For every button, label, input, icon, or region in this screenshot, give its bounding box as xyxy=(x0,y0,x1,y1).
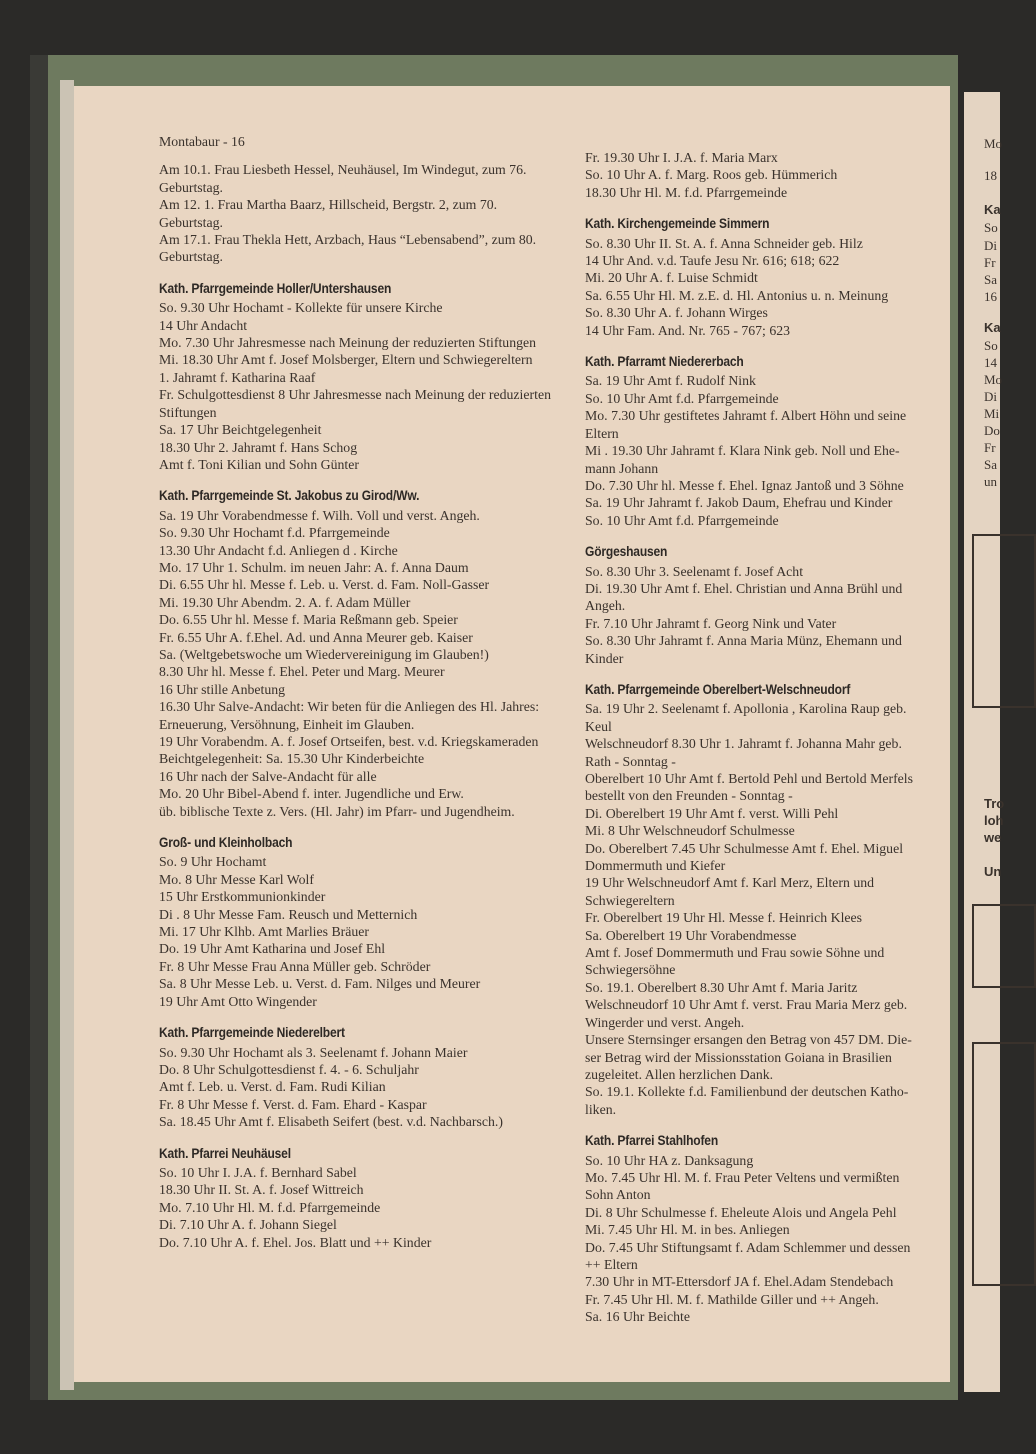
section-title: Kath. Pfarramt Niedererbach xyxy=(585,353,744,370)
service-line: Di . 8 Uhr Messe Fam. Reusch und Metternich xyxy=(159,906,418,922)
service-line: Mo. 17 Uhr 1. Schulm. im neuen Jahr: A. f. Anna Daum xyxy=(159,559,469,575)
service-line: Schwiegersöhne xyxy=(585,962,676,978)
service-line: Mi. 7.45 Uhr Hl. M. in bes. Anliegen xyxy=(585,1222,790,1238)
service-line: Mo. 20 Uhr Bibel-Abend f. inter. Jugendliche und Erw. xyxy=(159,786,464,802)
section-title: Kath. Kirchengemeinde Simmern xyxy=(585,215,770,232)
service-line: 15 Uhr Erstkommunionkinder xyxy=(159,889,326,905)
service-line: Fr. 7.10 Uhr Jahramt f. Georg Nink und Vater xyxy=(585,615,837,631)
service-line: Fr. 19.30 Uhr I. J.A. f. Maria Marx xyxy=(585,150,778,165)
service-line: Schwiegereltern xyxy=(585,892,675,908)
neuhaeusel-continued xyxy=(585,149,953,201)
service-line: Mi. 8 Uhr Welschneudorf Schulmesse xyxy=(585,823,795,839)
next-page-fragment: Mo xyxy=(984,136,1003,151)
service-line: Sohn Anton xyxy=(585,1187,651,1203)
service-line: Mi. 19.30 Uhr Abendm. 2. A. f. Adam Müller xyxy=(159,594,411,610)
service-line: Di. 6.55 Uhr hl. Messe f. Leb. u. Verst. d. Fam. Noll-Gasser xyxy=(159,577,490,593)
service-line: ++ Eltern xyxy=(585,1256,638,1272)
next-page-fragment: Un xyxy=(984,864,1002,879)
service-line: Sa. 18.45 Uhr Amt f. Elisabeth Seifert (best. v.d. Nachbarsch.) xyxy=(159,1114,503,1130)
service-line: Mi. 20 Uhr A. f. Luise Schmidt xyxy=(585,270,758,286)
service-line: Di. 7.10 Uhr A. f. Johann Siegel xyxy=(159,1217,337,1233)
next-page-edge xyxy=(964,92,1005,1392)
service-line: 18.30 Uhr II. St. A. f. Josef Wittreich xyxy=(159,1182,364,1198)
section-goergeshausen xyxy=(585,543,953,667)
service-line: ser Betrag wird der Missionsstation Goiana in Brasilien xyxy=(585,1049,892,1065)
section-title: Kath. Pfarrgemeinde St. Jakobus zu Girod/Ww. xyxy=(159,487,420,504)
section-simmern xyxy=(585,215,953,339)
section-title: Görgeshausen xyxy=(585,543,668,560)
service-line: So. 8.30 Uhr Jahramt f. Anna Maria Münz, Ehemann und xyxy=(585,633,902,649)
service-line: Welschneudorf 8.30 Uhr 1. Jahramt f. Johanna Mahr geb. xyxy=(585,736,902,752)
service-line: Sa. 19 Uhr Vorabendmesse f. Wilh. Voll und verst. Angeh. xyxy=(159,507,480,523)
service-line: So. 9.30 Uhr Hochamt - Kollekte für unsere Kirche xyxy=(159,300,443,316)
next-page-fragment: Ka xyxy=(984,320,1001,335)
next-page-fragment: Tro xyxy=(984,796,1005,811)
notice-line: Am 10.1. Frau Liesbeth Hessel, Neuhäusel, Im Windegut, zum 76. Geburtstag. xyxy=(159,162,527,195)
service-line: So. 10 Uhr Amt f.d. Pfarrgemeinde xyxy=(585,390,779,406)
next-page-fragment: Di xyxy=(984,389,997,404)
service-line: 7.30 Uhr in MT-Ettersdorf JA f. Ehel.Adam Stendebach xyxy=(585,1274,894,1290)
next-page-fragment: Di xyxy=(984,238,997,253)
service-line: Sa. Oberelbert 19 Uhr Vorabendmesse xyxy=(585,927,797,943)
section-holler xyxy=(159,280,559,473)
service-line: Sa. 16 Uhr Beichte xyxy=(585,1309,690,1325)
service-line: Sa. 8 Uhr Messe Leb. u. Verst. d. Fam. Nilges und Meurer xyxy=(159,976,481,992)
service-line: Mi. 17 Uhr Klhb. Amt Marlies Bräuer xyxy=(159,924,369,940)
next-page-fragment: Sa xyxy=(984,457,997,472)
service-line: So. 19.1. Oberelbert 8.30 Uhr Amt f. Maria Jaritz xyxy=(585,979,858,995)
service-line: Eltern xyxy=(585,425,619,441)
next-page-fragment: Fr xyxy=(984,255,996,270)
service-line: Do. 8 Uhr Schulgottesdienst f. 4. - 6. Schuljahr xyxy=(159,1061,419,1077)
section-niedererbach xyxy=(585,353,953,529)
page-header: Montabaur - 16 xyxy=(159,134,245,149)
service-line: Mo. 8 Uhr Messe Karl Wolf xyxy=(159,871,314,887)
service-line: 16 Uhr stille Anbetung xyxy=(159,681,286,697)
service-line: Sa. 19 Uhr Amt f. Rudolf Nink xyxy=(585,373,756,389)
service-line: So. 10 Uhr HA z. Danksagung xyxy=(585,1152,754,1168)
service-line: Dommermuth und Kiefer xyxy=(585,858,726,874)
service-line: 8.30 Uhr hl. Messe f. Ehel. Peter und Marg. Meurer xyxy=(159,664,445,680)
service-line: 14 Uhr Andacht xyxy=(159,317,248,333)
service-line: Mo. 7.30 Uhr gestiftetes Jahramt f. Albert Höhn und seine xyxy=(585,408,907,424)
service-line: So. 9.30 Uhr Hochamt als 3. Seelenamt f. Johann Maier xyxy=(159,1044,468,1060)
service-line: 19 Uhr Welschneudorf Amt f. Karl Merz, Eltern und xyxy=(585,875,875,891)
next-page-fragment: Fr xyxy=(984,440,996,455)
next-page-fragment: un xyxy=(984,474,997,489)
service-line: So. 9.30 Uhr Hochamt f.d. Pfarrgemeinde xyxy=(159,525,390,541)
service-line: Fr. 6.55 Uhr A. f.Ehel. Ad. und Anna Meurer geb. Kaiser xyxy=(159,629,473,645)
next-page-fragment: Sa xyxy=(984,272,997,287)
next-page-ad-box xyxy=(972,1042,1036,1286)
next-page-fragment: 16 xyxy=(984,289,997,304)
page-gutter xyxy=(60,80,74,1390)
section-title: Kath. Pfarrgemeinde Holler/Untershausen xyxy=(159,279,392,296)
service-line: Sa. 19 Uhr 2. Seelenamt f. Apollonia , Karolina Raup geb. xyxy=(585,701,907,717)
service-line: liken. xyxy=(585,1101,617,1117)
next-page-fragment: Ka xyxy=(984,202,1001,217)
next-page-fragment: Do xyxy=(984,423,1000,438)
service-line: 16 Uhr nach der Salve-Andacht für alle xyxy=(159,768,377,784)
service-line: Keul xyxy=(585,718,612,734)
service-line: So. 10 Uhr A. f. Marg. Roos geb. Hümmerich xyxy=(585,167,838,183)
section-oberelbert xyxy=(585,681,953,1118)
service-line: So. 10 Uhr Amt f.d. Pfarrgemeinde xyxy=(585,512,779,528)
service-line: Mo. 7.45 Uhr Hl. M. f. Frau Peter Veltens und vermißten xyxy=(585,1169,900,1185)
service-line: Angeh. xyxy=(585,598,626,614)
left-column xyxy=(159,133,559,1251)
section-title: Groß- und Kleinholbach xyxy=(159,834,293,851)
service-line: Do. 19 Uhr Amt Katharina und Josef Ehl xyxy=(159,941,386,957)
service-line: Fr. 8 Uhr Messe f. Verst. d. Fam. Ehard - Kaspar xyxy=(159,1096,427,1112)
service-line: Di. 19.30 Uhr Amt f. Ehel. Christian und Anna Brühl und xyxy=(585,580,903,596)
service-line: So. 10 Uhr I. J.A. f. Bernhard Sabel xyxy=(159,1164,357,1180)
section-title: Kath. Pfarrei Stahlhofen xyxy=(585,1132,719,1149)
service-line: 16.30 Uhr Salve-Andacht: Wir beten für die Anliegen des Hl. Jahres: Erneuerung, Versöhnung, Einheit im Glauben. xyxy=(159,699,540,732)
service-line: 19 Uhr Vorabendm. A. f. Josef Ortseifen, best. v.d. Kriegskameraden xyxy=(159,734,539,749)
next-page-fragment: loh xyxy=(984,813,1004,828)
service-line: Sa. 19 Uhr Jahramt f. Jakob Daum, Ehefrau und Kinder xyxy=(585,495,893,511)
service-line: Fr. Schulgottesdienst 8 Uhr Jahresmesse nach Meinung der reduzierten Stiftungen xyxy=(159,387,551,420)
service-line: Sa. (Weltgebetswoche um Wiedervereinigung im Glauben!) xyxy=(159,646,489,662)
next-page-fragment: 14 xyxy=(984,355,997,370)
next-page-fragment: 18 xyxy=(984,168,997,183)
service-line: 13.30 Uhr Andacht f.d. Anliegen d . Kirche xyxy=(159,542,398,558)
service-line: Fr. 7.45 Uhr Hl. M. f. Mathilde Giller und ++ Angeh. xyxy=(585,1291,879,1307)
binding-edge xyxy=(30,55,48,1400)
section-holbach xyxy=(159,834,559,1010)
next-page-fragment: So xyxy=(984,338,998,353)
service-line: Do. 7.45 Uhr Stiftungsamt f. Adam Schlemmer und dessen xyxy=(585,1239,911,1255)
service-line: Mo. 7.10 Uhr Hl. M. f.d. Pfarrgemeinde xyxy=(159,1199,381,1215)
service-line: Beichtgelegenheit: Sa. 15.30 Uhr Kinderbeichte xyxy=(159,751,425,767)
service-line: Unsere Sternsinger ersangen den Betrag von 457 DM. Die- xyxy=(585,1032,912,1048)
service-line: Rath - Sonntag - xyxy=(585,753,676,769)
service-line: Do. 7.10 Uhr A. f. Ehel. Jos. Blatt und ++ Kinder xyxy=(159,1234,432,1250)
service-line: Sa. 6.55 Uhr Hl. M. z.E. d. Hl. Antonius u. n. Meinung xyxy=(585,287,889,303)
service-line: Do. 7.30 Uhr hl. Messe f. Ehel. Ignaz Jantoß und 3 Söhne xyxy=(585,477,904,493)
service-line: Kinder xyxy=(585,650,624,666)
service-line: bestellt von den Freunden - Sonntag - xyxy=(585,788,793,804)
service-line: 18.30 Uhr Hl. M. f.d. Pfarrgemeinde xyxy=(585,184,788,200)
service-line: Amt f. Leb. u. Verst. d. Fam. Rudi Kilian xyxy=(159,1079,386,1095)
service-line: Mi. 18.30 Uhr Amt f. Josef Molsberger, Eltern und Schwiegereltern xyxy=(159,352,533,368)
next-page-ad-box xyxy=(972,534,1036,708)
service-line: Welschneudorf 10 Uhr Amt f. verst. Frau Maria Merz geb. xyxy=(585,997,908,1013)
service-line: So. 9 Uhr Hochamt xyxy=(159,854,267,870)
service-line: Mo. 7.30 Uhr Jahresmesse nach Meinung der reduzierten Stiftungen xyxy=(159,335,537,351)
service-line: Mi . 19.30 Uhr Jahramt f. Klara Nink geb. Noll und Ehe- xyxy=(585,443,900,459)
section-title: Kath. Pfarrgemeinde Niederelbert xyxy=(159,1024,345,1041)
service-line: So. 8.30 Uhr II. St. A. f. Anna Schneider geb. Hilz xyxy=(585,235,863,251)
service-line: Di. 8 Uhr Schulmesse f. Eheleute Alois und Angela Pehl xyxy=(585,1204,897,1220)
service-line: So. 19.1. Kollekte f.d. Familienbund der deutschen Katho- xyxy=(585,1084,909,1100)
service-line: Wingerder und verst. Angeh. xyxy=(585,1014,745,1030)
section-title: Kath. Pfarrgemeinde Oberelbert-Welschneudorf xyxy=(585,680,851,697)
section-stahlhofen xyxy=(585,1132,953,1325)
service-line: Fr. 8 Uhr Messe Frau Anna Müller geb. Schröder xyxy=(159,958,431,974)
notice-line: Am 17.1. Frau Thekla Hett, Arzbach, Haus “Lebensabend”, zum 80. Geburtstag. xyxy=(159,232,537,265)
service-line: So. 8.30 Uhr A. f. Johann Wirges xyxy=(585,305,768,321)
service-line: Amt f. Josef Dommermuth und Frau sowie Söhne und xyxy=(585,945,885,961)
service-line: Amt f. Toni Kilian und Sohn Günter xyxy=(159,456,359,472)
section-title: Kath. Pfarrei Neuhäusel xyxy=(159,1144,291,1161)
service-line: Fr. Oberelbert 19 Uhr Hl. Messe f. Heinrich Klees xyxy=(585,910,863,926)
service-line: 14 Uhr And. v.d. Taufe Jesu Nr. 616; 618; 622 xyxy=(585,253,840,269)
notice-line: Am 12. 1. Frau Martha Baarz, Hillscheid, Bergstr. 2, zum 70. Geburtstag. xyxy=(159,197,498,230)
next-page-fragment: we xyxy=(984,830,1002,845)
service-line: 1. Jahramt f. Katharina Raaf xyxy=(159,369,316,385)
service-line: So. 8.30 Uhr 3. Seelenamt f. Josef Acht xyxy=(585,563,804,579)
service-line: üb. biblische Texte z. Vers. (Hl. Jahr) im Pfarr- und Jugendheim. xyxy=(159,803,515,819)
next-page-fragment: Mi xyxy=(984,406,1000,421)
next-page-fragment: Mo xyxy=(984,372,1003,387)
service-line: Oberelbert 10 Uhr Amt f. Bertold Pehl und Bertold Merfels xyxy=(585,771,913,786)
next-page-fragment: So xyxy=(984,220,998,235)
service-line: zugeleitet. Allen herzlichen Dank. xyxy=(585,1066,774,1082)
service-line: Di. Oberelbert 19 Uhr Amt f. verst. Willi Pehl xyxy=(585,805,839,821)
section-girod xyxy=(159,487,559,820)
service-line: 14 Uhr Fam. And. Nr. 765 - 767; 623 xyxy=(585,322,791,338)
birthday-notices xyxy=(159,161,559,265)
next-page-ad-box xyxy=(972,904,1036,988)
service-line: 18.30 Uhr 2. Jahramt f. Hans Schog xyxy=(159,439,358,455)
service-line: Do. Oberelbert 7.45 Uhr Schulmesse Amt f. Ehel. Miguel xyxy=(585,840,904,856)
service-line: Do. 6.55 Uhr hl. Messe f. Maria Reßmann geb. Speier xyxy=(159,612,458,628)
service-line: 19 Uhr Amt Otto Wingender xyxy=(159,993,317,1009)
service-line: Sa. 17 Uhr Beichtgelegenheit xyxy=(159,422,322,438)
section-neuhaeusel xyxy=(159,1145,559,1251)
right-column xyxy=(585,149,953,1326)
section-niederelbert xyxy=(159,1024,559,1130)
service-line: mann Johann xyxy=(585,460,659,476)
